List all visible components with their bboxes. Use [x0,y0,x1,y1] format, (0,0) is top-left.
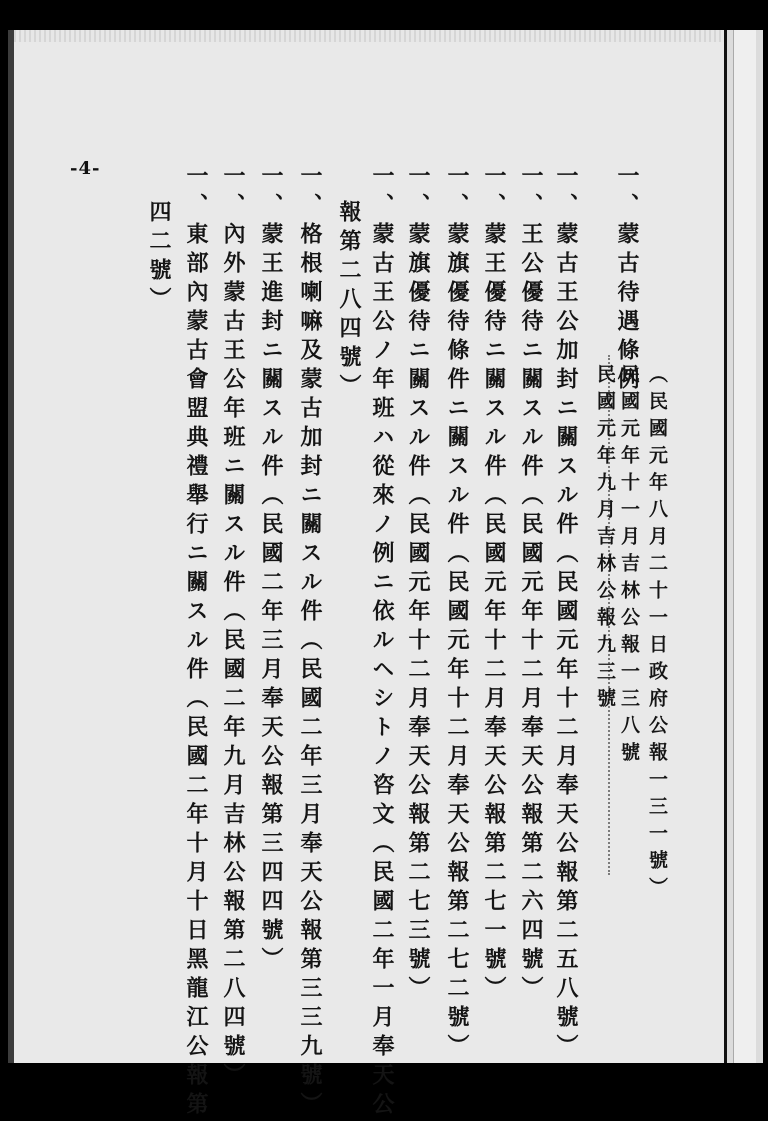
source-line-jilin-gazette-93: 民國元年九月吉林公報九三號 [594,364,616,715]
list-item-continuation: 四二號） [146,200,172,316]
source-line-government-gazette: （民國元年八月二十一日政府公報一三一號） [646,364,668,904]
list-item: 一、內外蒙古王公年班ニ關スル件（民國二年九月吉林公報第二八四號） [220,164,246,1092]
list-item: 一、東部內蒙古會盟典禮舉行ニ關スル件（民國二年十月十日黑龍江公報第 [183,164,209,1121]
list-item: 一、蒙古王公ノ年班ハ從來ノ例ニ依ルヘシトノ咨文（民國二年一月奉天公 [369,164,395,1121]
adjacent-page-inner [733,30,756,1063]
list-item: 一、蒙旗優待ニ關スル件（民國元年十二月奉天公報第二七三號） [405,164,431,1005]
list-item: 一、格根喇嘛及蒙古加封ニ關スル件（民國二年三月奉天公報第三三九號） [297,164,323,1121]
list-item: 一、蒙王進封ニ關スル件（民國二年三月奉天公報第三四四號） [258,164,284,976]
list-item: 一、王公優待ニ關スル件（民國元年十二月奉天公報第二六四號） [518,164,544,1005]
list-item-continuation: 報第二八四號） [336,200,362,403]
page-number: -4- [70,158,101,179]
adjacent-page-edge [724,30,763,1063]
list-item: 一、蒙王優待ニ關スル件（民國元年十二月奉天公報第二七一號） [481,164,507,1005]
page-edge-texture [14,30,730,42]
source-line-jilin-gazette-138: 民國元年十一月吉林公報一三八號 [618,364,640,769]
heading-mongol-treatment-regulations: 一、蒙古待遇條例 [614,164,640,396]
list-item: 一、蒙古王公加封ニ關スル件（民國元年十二月奉天公報第二五八號） [553,164,579,1063]
list-item: 一、蒙旗優待條件ニ關スル件（民國元年十二月奉天公報第二七二號） [444,164,470,1063]
